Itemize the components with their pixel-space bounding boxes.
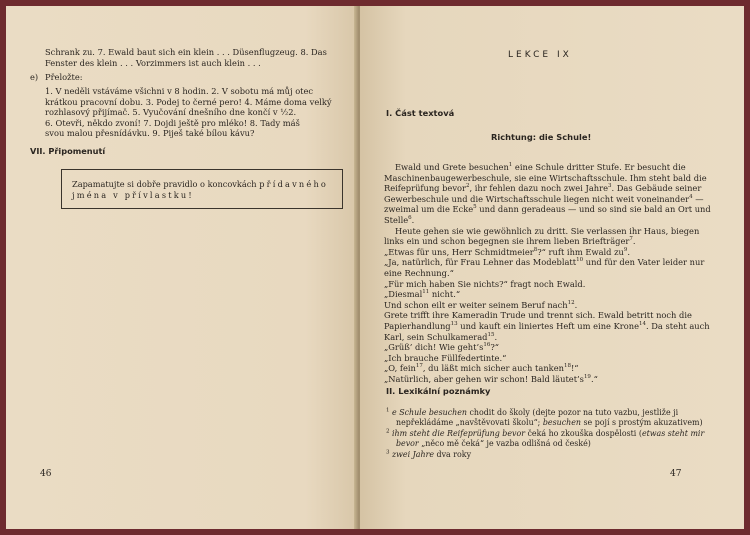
text-segment: Ewald und Grete besuchen: [395, 162, 509, 172]
footnote-marker: 8: [533, 246, 538, 253]
footnote-marker: 13: [450, 321, 458, 328]
exercise-label: e): [30, 72, 39, 82]
reading-paragraph: [384, 300, 716, 311]
footnote-marker: 10: [576, 257, 584, 264]
text-segment: , du läßt mich sicher auch tanken: [422, 363, 564, 374]
reminder-box: [61, 169, 343, 209]
page-number-left: 46: [40, 469, 52, 479]
reminder-plain: Zapamatujte si dobře pravidlo o koncovkách: [72, 179, 257, 189]
footnote-marker: 2: [466, 183, 470, 190]
text-segment: „Etwas für uns, Herr Schmidtmeier: [384, 246, 534, 257]
text-segment: und für den Vater leider nur eine Rechnung.“: [384, 257, 705, 278]
reading-paragraph: [384, 353, 716, 364]
text-segment: ?“: [490, 342, 500, 353]
footnote-marker: 12: [567, 299, 575, 306]
reminder-spaced: přídavného: [259, 179, 329, 189]
text-segment: Und schon eilt er weiter seinem Beruf nach: [384, 299, 568, 310]
footnote-marker: 1: [508, 162, 513, 169]
reminder-line-1: [72, 179, 332, 190]
note-number: 1: [386, 407, 390, 414]
text-segment: .“: [590, 373, 598, 384]
reading-paragraph: [384, 226, 716, 247]
note-text: „něco mě čeká“ je vazba odlišná od české): [418, 439, 591, 449]
note-term: zwei Jahre: [392, 449, 435, 459]
text-segment: und dann geradeaus — und so sind sie bald an Ort und Stelle: [384, 204, 711, 225]
footnote-marker: 5: [473, 204, 477, 211]
reading-paragraph: [384, 289, 716, 300]
left-page: [6, 6, 358, 529]
text-segment: !“: [570, 363, 579, 374]
footnote-marker: 4: [689, 194, 693, 201]
exercise-line: krátkou pracovní dobu. 3. Podej to černé pero! 4. Máme doma velký: [45, 96, 332, 107]
lesson-title: LEKCE IX: [508, 50, 572, 60]
text-segment: .: [574, 299, 578, 310]
text-segment: „O, fein: [384, 363, 416, 374]
text-segment: .: [411, 214, 415, 225]
text-segment: „Für mich haben Sie nichts?“ fragt noch Ewald.: [384, 278, 586, 289]
text-segment: .: [494, 331, 498, 342]
text-segment: „Natürlich, aber gehen wir schon! Bald läutet’s: [384, 373, 584, 384]
intro-text: [45, 47, 345, 68]
lexical-note: [386, 408, 716, 429]
exercise-line: svou malou přesnídávku. 9. Piješ také bílou kávu?: [45, 128, 255, 139]
right-page: [360, 6, 744, 529]
footnote-marker: 9: [623, 246, 628, 253]
note-term: besuchen: [542, 418, 581, 428]
lexical-notes: [386, 408, 716, 460]
text-segment: Grete trifft ihre Kameradin Trude und trennt sich. Ewald betritt noch die Papierhandlung: [384, 310, 692, 331]
footnote-marker: 16: [483, 342, 491, 349]
note-term: ihm steht die Reifeprüfung bevor: [392, 428, 525, 438]
section-heading-vii: VII. Připomenutí: [30, 146, 106, 156]
exercise-title: Přeložte:: [45, 72, 83, 82]
footnote-marker: 6: [408, 215, 412, 222]
lexical-note: [386, 450, 716, 460]
text-segment: .: [632, 236, 636, 247]
reading-paragraph: [384, 310, 716, 342]
reading-text: [384, 162, 716, 384]
intro-line: Schrank zu. 7. Ewald baut sich ein klein . . . Düsenflugzeug. 8. Das: [45, 47, 327, 57]
note-text: se pojí s prostým akuzativem): [580, 418, 703, 428]
note-number: 3: [386, 449, 390, 455]
lexical-note: [386, 429, 716, 450]
text-segment: , ihr fehlen dazu noch zwei Jahre: [469, 183, 608, 194]
footnote-marker: 7: [629, 236, 633, 243]
footnote-marker: 3: [608, 183, 612, 190]
footnote-marker: 14: [639, 321, 646, 328]
text-segment: ?“ ruft ihm Ewald zu: [537, 246, 624, 257]
note-text: čeká ho zkouška dospělosti (: [525, 428, 642, 438]
text-segment: nicht.“: [429, 289, 461, 300]
text-segment: „Diesmal: [384, 289, 423, 300]
text-segment: — zweimal um die Ecke: [384, 193, 704, 215]
footnote-marker: 15: [487, 331, 495, 338]
text-segment: und kauft ein liniertes Heft um eine Krone: [457, 320, 639, 331]
exercise-line: rozhlasový přijímač. 5. Vyučování dnešního dne končí v ½2.: [45, 107, 297, 118]
exercise-line: 6. Otevři, někdo zvoní! 7. Dojdi ještě pro mléko! 8. Tady máš: [45, 117, 300, 128]
note-term: etwas steht mir bevor: [396, 428, 705, 449]
footnote-marker: 18: [563, 363, 571, 370]
reminder-line-2: jména v přívlastku!: [72, 190, 194, 200]
reading-paragraph: [384, 279, 716, 290]
reading-paragraph: [384, 162, 716, 226]
text-segment: . Da steht auch Karl, sein Schulkamerad: [384, 320, 710, 342]
footnote-marker: 17: [415, 363, 423, 370]
reading-paragraph: [384, 257, 716, 278]
intro-line: Fenster des klein . . . Vorzimmers ist auch klein . . .: [45, 57, 261, 68]
reading-paragraph: [384, 342, 716, 353]
text-segment: eine Schule dritter Stufe. Er besucht die Maschinenbaugewerbeschule, sie eine Wirtschaftsschule. Ihm steht bald die Reifeprüfung bevor: [384, 162, 707, 194]
note-text: dva roky: [434, 449, 472, 459]
text-segment: . Das Gebäude seiner Gewerbeschule und die Wirtschaftsschule liegen nicht weit voneinander: [384, 183, 702, 204]
footnote-marker: 11: [422, 289, 430, 296]
reading-paragraph: [384, 363, 716, 374]
text-segment: „Ich brauche Füllfedertinte.“: [384, 352, 507, 363]
section-heading-i: I. Část textová: [386, 108, 455, 118]
text-segment: Heute gehen sie wie gewöhnlich zu dritt. Sie verlassen ihr Haus, biegen links ein und schon begegnen sie ihrem lieben Briefträger: [384, 225, 700, 247]
text-title: Richtung: die Schule!: [491, 132, 592, 142]
text-segment: „Ja, natürlich, für Frau Lehner das Modeblatt: [384, 257, 577, 268]
section-heading-ii: II. Lexikální poznámky: [386, 386, 491, 396]
reading-paragraph: [384, 374, 716, 385]
page-number-right: 47: [670, 469, 682, 479]
note-term: e Schule besuchen: [392, 408, 467, 417]
reading-paragraph: [384, 247, 716, 258]
text-segment: .: [627, 246, 630, 257]
exercise-line: 1. V neděli vstáváme všichni v 8 hodin. 2. V sobotu má můj otec: [45, 86, 314, 96]
footnote-marker: 19: [583, 374, 591, 381]
note-number: 2: [386, 428, 390, 435]
exercise-text: [45, 86, 350, 139]
note-text: chodit do školy (dejte pozor na tuto vazbu, jestliže ji nepřekládáme „navštěvovati školu“;: [396, 408, 679, 428]
text-segment: „Grüß’ dich! Wie geht’s: [384, 342, 484, 353]
